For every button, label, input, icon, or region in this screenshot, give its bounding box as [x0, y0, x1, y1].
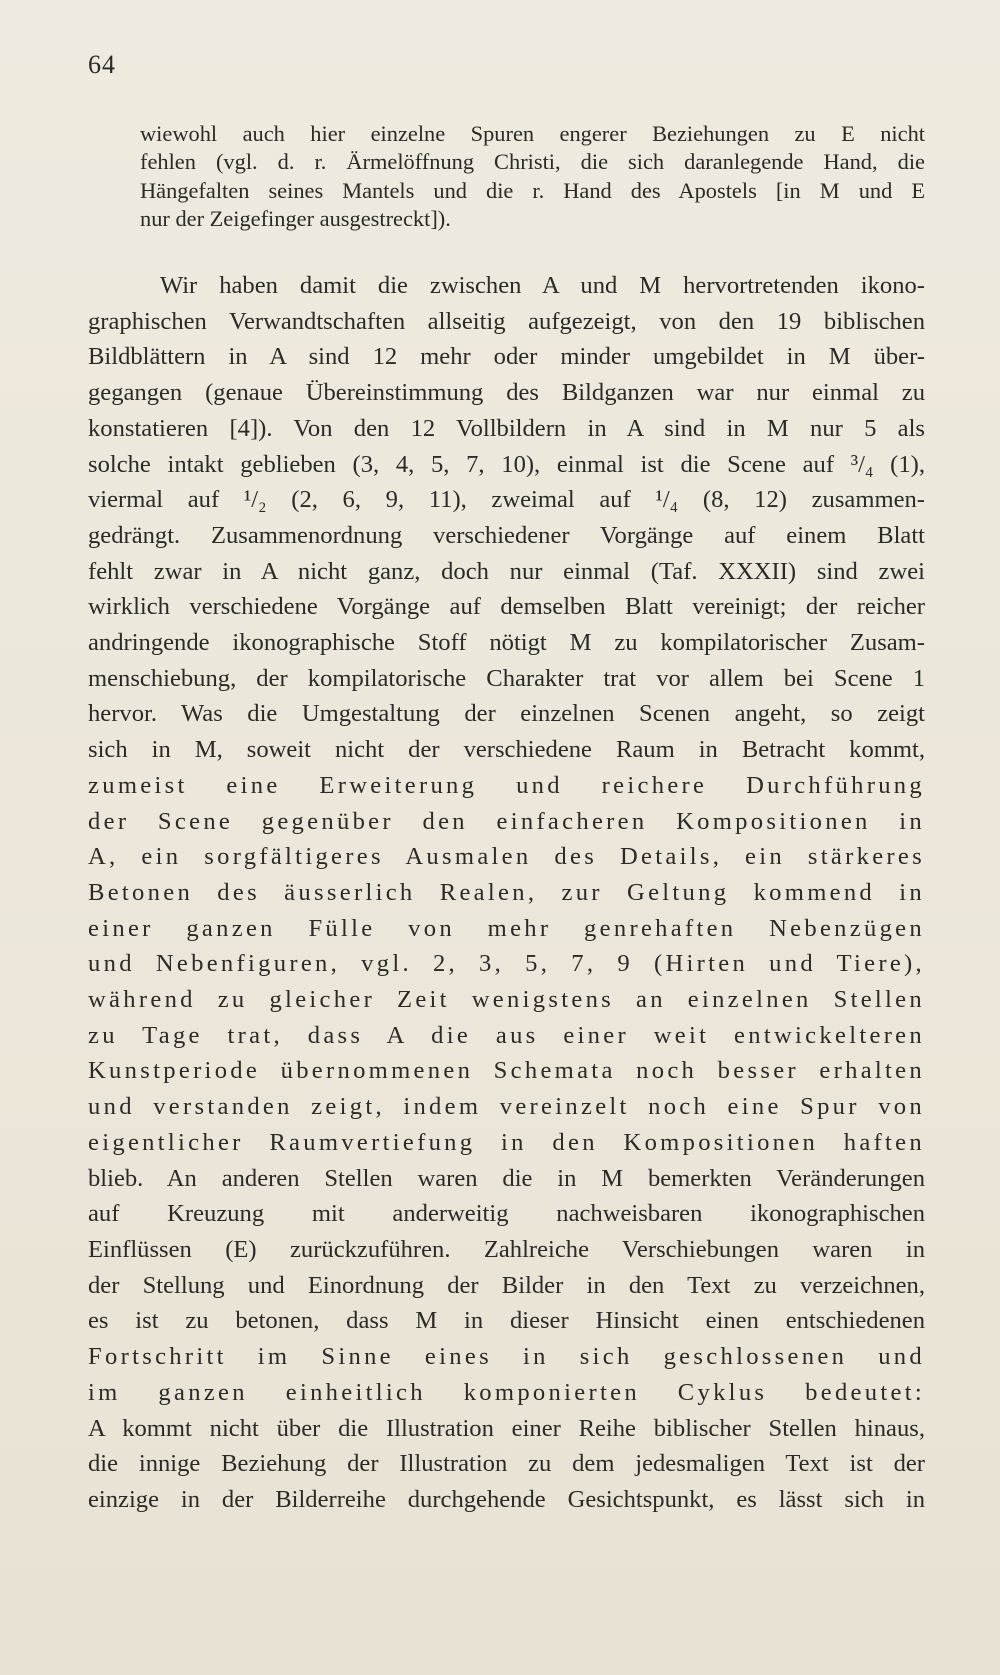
- text-line: viermal auf ¹/₂ (2, 6, 9, 11), zweimal auf ¹/₄ (8, 12) zusammen-: [88, 486, 925, 514]
- text-line: nur der Zeigefinger ausgestreckt]).: [140, 205, 451, 231]
- text-line: andringende ikonographische Stoff nötigt M zu kompilatorischer Zusam-: [88, 629, 925, 657]
- text-line: während zu gleicher Zeit wenigstens an einzelnen Stellen: [88, 986, 925, 1014]
- text-line: konstatieren [4]). Von den 12 Vollbildern in A sind in M nur 5 als: [88, 414, 925, 442]
- text-line: Kunstperiode übernommenen Schemata noch besser erhalten: [88, 1057, 925, 1085]
- text-line: zu Tage trat, dass A die aus einer weit entwickelteren: [88, 1021, 925, 1049]
- page-number: 64: [88, 50, 116, 79]
- text-line: wirklich verschiedene Vorgänge auf demselben Blatt vereinigt; der reicher: [88, 593, 925, 621]
- text-line: der Stellung und Einordnung der Bilder in den Text zu verzeichnen,: [88, 1271, 925, 1299]
- text-line: es ist zu betonen, dass M in dieser Hinsicht einen entschiedenen: [88, 1307, 925, 1335]
- text-line: menschiebung, der kompilatorische Charakter trat vor allem bei Scene 1: [88, 664, 925, 692]
- text-line: zumeist eine Erweiterung und reichere Durchführung: [88, 771, 925, 799]
- text-line: der Scene gegenüber den einfacheren Kompositionen in: [88, 807, 925, 835]
- text-line: einzige in der Bilderreihe durchgehende Gesichtspunkt, es lässt sich in: [88, 1485, 925, 1513]
- text-line: gegangen (genaue Übereinstimmung des Bildganzen war nur einmal zu: [88, 379, 925, 407]
- text-line: Fortschritt im Sinne eines in sich geschlossenen und: [88, 1343, 925, 1371]
- text-line: einer ganzen Fülle von mehr genrehaften Nebenzügen: [88, 914, 925, 942]
- text-line: hervor. Was die Umgestaltung der einzelnen Scenen angeht, so zeigt: [88, 700, 925, 728]
- text-line: die innige Beziehung der Illustration zu dem jedesmaligen Text ist der: [88, 1450, 925, 1478]
- text-line: blieb. An anderen Stellen waren die in M bemerkten Veränderungen: [88, 1164, 925, 1192]
- text-line: im ganzen einheitlich komponierten Cyklus bedeutet:: [88, 1378, 925, 1406]
- text-line: Wir haben damit die zwischen A und M hervortretenden ikono-: [160, 272, 925, 299]
- text-line: fehlt zwar in A nicht ganz, doch nur einmal (Taf. XXXII) sind zwei: [88, 557, 925, 585]
- text-line: auf Kreuzung mit anderweitig nachweisbaren ikonographischen: [88, 1200, 925, 1228]
- text-line: solche intakt geblieben (3, 4, 5, 7, 10), einmal ist die Scene auf ³/₄ (1),: [88, 450, 925, 478]
- text-line: und Nebenfiguren, vgl. 2, 3, 5, 7, 9 (Hirten und Tiere),: [88, 950, 925, 978]
- main-paragraph: [88, 268, 925, 1518]
- text-line: gedrängt. Zusammenordnung verschiedener Vorgänge auf einem Blatt: [88, 521, 925, 549]
- text-line: A kommt nicht über die Illustration einer Reihe biblischer Stellen hinaus,: [88, 1414, 925, 1442]
- text-line: Bildblättern in A sind 12 mehr oder minder umgebildet in M über-: [88, 343, 925, 371]
- text-line: fehlen (vgl. d. r. Ärmelöffnung Christi, die sich daranlegende Hand, die: [140, 149, 925, 175]
- text-line: und verstanden zeigt, indem vereinzelt noch eine Spur von: [88, 1093, 925, 1121]
- text-line: Einflüssen (E) zurückzuführen. Zahlreiche Verschiebungen waren in: [88, 1235, 925, 1263]
- continuation-paragraph: [140, 120, 925, 233]
- text-line: eigentlicher Raumvertiefung in den Kompositionen haften: [88, 1128, 925, 1156]
- text-line: graphischen Verwandtschaften allseitig aufgezeigt, von den 19 biblischen: [88, 307, 925, 335]
- text-line: Hängefalten seines Mantels und die r. Hand des Apostels [in M und E: [140, 177, 925, 203]
- text-line: Betonen des äusserlich Realen, zur Geltung kommend in: [88, 878, 925, 906]
- text-line: sich in M, soweit nicht der verschiedene Raum in Betracht kommt,: [88, 736, 925, 764]
- text-line: wiewohl auch hier einzelne Spuren engerer Beziehungen zu E nicht: [140, 121, 925, 146]
- text-line: A, ein sorgfältigeres Ausmalen des Details, ein stärkeres: [88, 843, 925, 871]
